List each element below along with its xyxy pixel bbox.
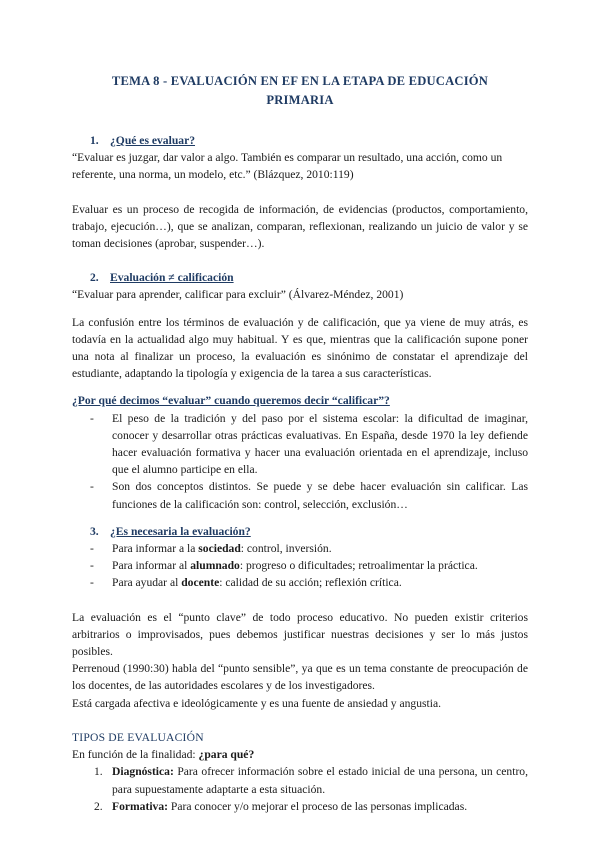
section-2-bullet-list <box>72 410 528 513</box>
section-3-heading <box>90 523 528 540</box>
list-item: 2. Formativa: Para conocer y/o mejorar el proceso de las personas implicadas. <box>94 799 468 813</box>
section-3-number: 3. <box>90 524 99 538</box>
list-item: - Son dos conceptos distintos. Se puede y se debe hacer evaluación sin calificar. Las funciones de la calificación son: control, selección, exclusión… <box>90 480 528 511</box>
section-3-bullet-list <box>72 540 528 592</box>
section-2-subheading: ¿Por qué decimos “evaluar” cuando queremos decir “calificar”? <box>72 394 390 408</box>
section-1-quote: “Evaluar es juzgar, dar valor a algo. También es comparar un resultado, una acción, como un referente, una norma, un modelo, etc.” (Blázquez, 2010:119) <box>72 151 503 182</box>
list-item: - Para informar a la sociedad: control, inversión. <box>90 542 332 556</box>
section-1-number: 1. <box>90 134 99 147</box>
tipos-intro: En función de la finalidad: ¿para qué? <box>72 748 255 762</box>
section-3-heading-text: ¿Es necesaria la evaluación? <box>110 524 251 538</box>
tipos-heading: TIPOS DE EVALUACIÓN <box>72 730 204 744</box>
list-item: 1. Diagnóstica: Para ofrecer información sobre el estado inicial de una persona, un centro, para supuestamente adaptarte a esta situación. <box>94 765 528 796</box>
section-1-paragraph: Evaluar es un proceso de recogida de información, de evidencias (productos, comportamiento, trabajo, ejecución…), que se analizan, comparan, reflexionan, realizando un juicio de valor y se toman decisiones (aprobar, suspender…). <box>72 202 528 251</box>
tipos-list <box>72 763 528 815</box>
list-item: - El peso de la tradición y del paso por el sistema escolar: la dificultad de imaginar, conocer y desarrollar otras prácticas evaluativas. En España, desde 1970 la ley defiende hacer evaluación formativa y hacer una evaluación orientada en el aprendizaje, incluso que el alumno participe en ella. <box>90 411 528 477</box>
section-1-heading <box>90 132 528 149</box>
list-item: - Para ayudar al docente: calidad de su acción; reflexión crítica. <box>90 576 402 590</box>
section-2-heading <box>90 269 528 286</box>
section-2-paragraph: La confusión entre los términos de evaluación y de calificación, que ya viene de muy atrás, es todavía en la actualidad algo muy habitual. Y es que, mientras que la calificación supone poner una nota al finalizar un proceso, la evaluación es sinónimo de constatar el aprendizaje del estudiante, adaptando la tipología y exigencia de la tarea a sus características. <box>72 315 528 381</box>
section-3-paragraph-2: Perrenoud (1990:30) habla del “punto sensible”, ya que es un tema constante de preocupación de los docentes, de las autoridades escolares y de los investigadores. <box>72 662 528 693</box>
section-2-heading-text: Evaluación ≠ calificación <box>110 271 234 285</box>
section-1-heading-text: ¿Qué es evaluar? <box>110 134 196 147</box>
document-title: TEMA 8 - EVALUACIÓN EN EF EN LA ETAPA DE EDUCACIÓN PRIMARIA <box>111 74 489 107</box>
list-item: - Para informar al alumnado: progreso o dificultades; retroalimentar la práctica. <box>90 559 478 573</box>
section-3-paragraph-3: Está cargada afectiva e ideológicamente y es una fuente de ansiedad y angustia. <box>72 696 442 710</box>
section-2-number: 2. <box>90 271 99 285</box>
section-3-paragraph-1: La evaluación es el “punto clave” de todo proceso educativo. No pueden existir criterios arbitrarios o improvisados, pues debemos justificar nuestras decisiones y ser lo más justos posibles. <box>72 610 528 659</box>
section-2-quote: “Evaluar para aprender, calificar para excluir” (Álvarez-Méndez, 2001) <box>72 288 404 302</box>
